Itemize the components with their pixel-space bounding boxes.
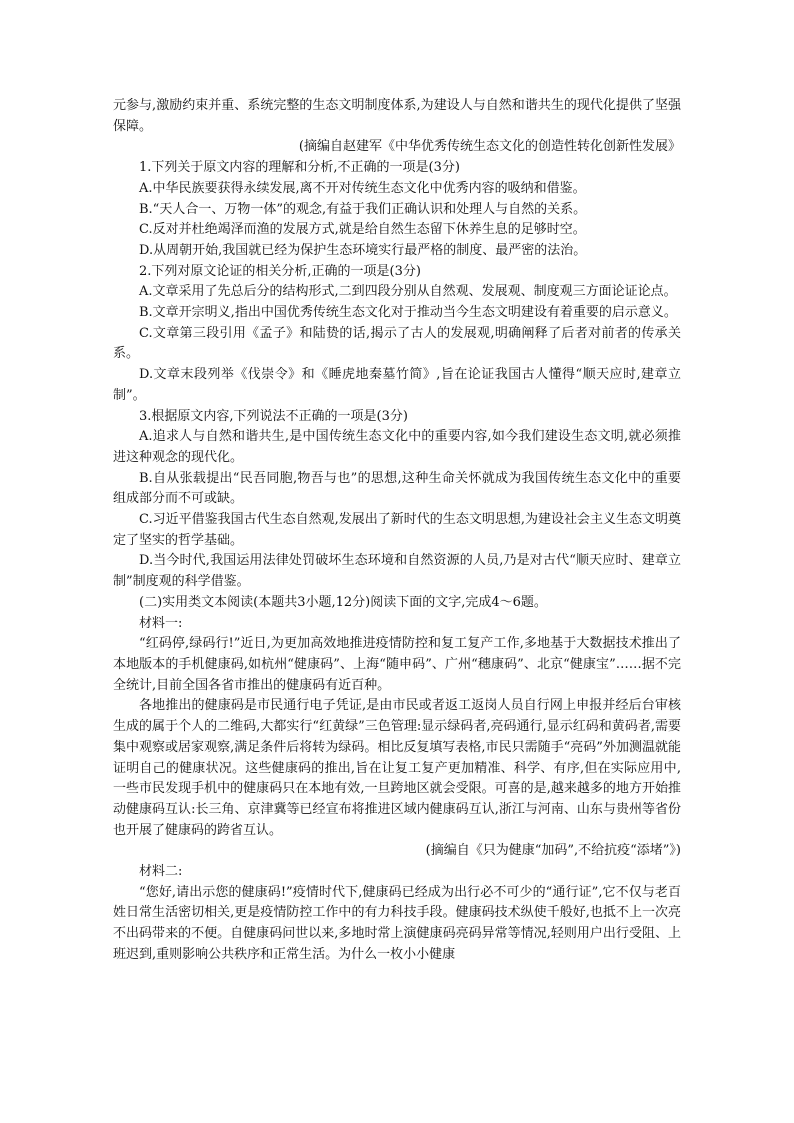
question-option: B.自从张载提出“民吾同胞,物吾与也”的思想,这种生命关怀就成为我国传统生态文化中的重要组成部分而不可或缺。 xyxy=(113,470,681,507)
material-label: 材料一: xyxy=(139,615,183,631)
question-stem: 2.下列对原文论证的相关分析,正确的一项是(3分) xyxy=(139,263,421,279)
material-paragraph: 各地推出的健康码是市民通行电子凭证,是由市民或者返工返岗人员自行网上申报并经后台审核生成的属于个人的二维码,大都实行“红黄绿”三色管理:显示绿码者,亮码通行,显示红码和黄码者,需要集中观察或居家观察,满足条件后将转为绿码。相比反复填写表格,市民只需随手“亮码”外加测温就能证明自己的健康状况。这些健康码的推出,旨在让复工复产更加精准、科学、有序,但在实际应用中,一些市民发现手机中的健康码只在本地有效,一旦跨地区就会受限。可喜的是,越来越多的地方开始推动健康码互认:长三角、京津冀等已经宣布将推进区域内健康码互认,浙江与河南、山东与贵州等省份也开展了健康码的跨省互认。 xyxy=(113,698,681,838)
question-option: B.“天人合一、万物一体”的观念,有益于我们正确认识和处理人与自然的关系。 xyxy=(139,201,587,217)
question-option: C.习近平借鉴我国古代生态自然观,发展出了新时代的生态文明思想,为建设社会主义生态文明奠定了坚实的哲学基础。 xyxy=(113,512,681,548)
question-option: C.反对并杜绝竭泽而渔的发展方式,就是给自然生态留下休养生息的足够时空。 xyxy=(139,222,586,238)
material-source: (摘编自《只为健康“加码”,不给抗疫“添堵”》) xyxy=(425,843,681,859)
question-option: D.从周朝开始,我国就已经为保护生态环境实行最严格的制度、最严密的法治。 xyxy=(139,242,587,258)
section-heading: (二)实用类文本阅读(本题共3小题,12分)阅读下面的文字,完成4～6题。 xyxy=(139,594,547,610)
question-stem: 1.下列关于原文内容的理解和分析,不正确的一项是(3分) xyxy=(139,160,460,176)
document-body xyxy=(113,96,681,966)
question-option: A.文章采用了先总后分的结构形式,二到四段分别从自然观、发展观、制度观三方面论证论点。 xyxy=(139,284,677,300)
question-option: D.文章末段列举《伐崇令》和《睡虎地秦墓竹简》,旨在论证我国古人懂得“顺天应时,建章立制”。 xyxy=(113,367,681,403)
question-option: B.文章开宗明义,指出中国优秀传统生态文化对于推动当今生态文明建设有着重要的启示意义。 xyxy=(139,305,677,321)
passage-paragraph: 元参与,激励约束并重、系统完整的生态文明制度体系,为建设人与自然和谐共生的现代化提供了坚强保障。 xyxy=(113,98,681,134)
passage-source: (摘编自赵建军《中华优秀传统生态文化的创造性转化创新性发展》 xyxy=(298,139,681,155)
question-option: A.追求人与自然和谐共生,是中国传统生态文化中的重要内容,如今我们建设生态文明,就必须推进这种观念的现代化。 xyxy=(113,429,681,465)
question-stem: 3.根据原文内容,下列说法不正确的一项是(3分) xyxy=(139,408,408,424)
question-option: C.文章第三段引用《孟子》和陆贽的话,揭示了古人的发展观,明确阐释了后者对前者的传承关系。 xyxy=(113,325,681,362)
material-paragraph: “您好,请出示您的健康码!”疫情时代下,健康码已经成为出行必不可少的“通行证”,它不仅与老百姓日常生活密切相关,更是疫情防控工作中的有力科技手段。健康码技术纵使千般好,也抵不上一次亮不出码带来的不便。自健康码问世以来,多地时常上演健康码亮码异常等情况,轻则用户出行受阻、上班迟到,重则影响公共秩序和正常生活。为什么一枚小小健康 xyxy=(113,884,681,962)
material-paragraph: “红码停,绿码行!”近日,为更加高效地推进疫情防控和复工复产工作,多地基于大数据技术推出了本地版本的手机健康码,如杭州“健康码”、上海“随申码”、广州“穗康码”、北京“健康宝”……据不完全统计,目前全国各省市推出的健康码有近百种。 xyxy=(113,636,681,693)
material-label: 材料二: xyxy=(139,864,183,880)
question-option: A.中华民族要获得永续发展,离不开对传统生态文化中优秀内容的吸纳和借鉴。 xyxy=(139,180,586,196)
question-option: D.当今时代,我国运用法律处罚破坏生态环境和自然资源的人员,乃是对古代“顺天应时、建章立制”制度观的科学借鉴。 xyxy=(113,553,681,590)
